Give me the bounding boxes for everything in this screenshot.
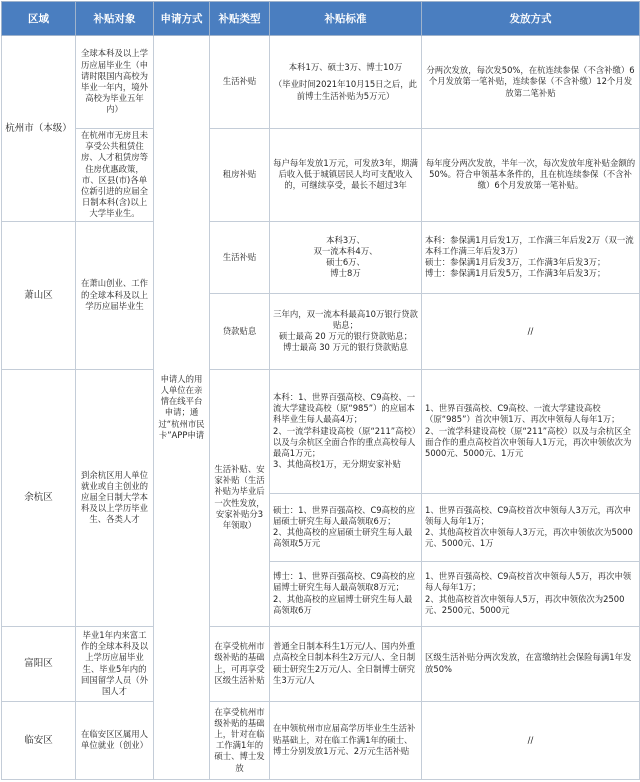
- header-region: 区域: [2, 2, 76, 36]
- region-hangzhou: 杭州市（本级）: [2, 36, 76, 222]
- payment-cell: 每年度分两次发放，半年一次，每次发放年度补贴金额的50%。符合申领基本条件的，且在杭连续参保（不含补缴）6个月发放第一笔补贴。: [422, 129, 640, 222]
- table-row: [2, 221, 640, 293]
- region-xiaoshan: 萧山区: [2, 221, 76, 369]
- standard-cell: 本科：1、世界百强高校、C9高校、一流大学建设高校（原“985”）的应届本科毕业生每人最高4万； 2、一流学科建设高校（原“211”高校）以及与余杭区全面合作的重点高校每人最高1万元； 3、其他高校1万，无分期安家补贴: [270, 369, 422, 493]
- region-fuyang: 富阳区: [2, 626, 76, 701]
- standard-main: 本科1万、硕士3万、博士10万: [288, 62, 403, 73]
- standard-cell: 每户每年发放1万元，可发放3年，期满后收入低于城镇居民人均可支配收入的，可继续享受，最长不超过3年: [270, 129, 422, 222]
- table-row: [2, 36, 640, 129]
- type-cell: 租房补贴: [210, 129, 270, 222]
- type-cell: 在享受杭州市级补贴的基础上，针对在临工作满1年的硕士、博士发放: [210, 701, 270, 779]
- apply-method-cell: 申请人的用人单位在亲情在线平台申请；通过“杭州市民卡”APP申请: [154, 36, 210, 780]
- header-subsidy-type: 补贴类型: [210, 2, 270, 36]
- payment-cell: //: [422, 701, 640, 779]
- standard-note: （毕业时间2021年10月15日之后，此前博士生活补贴为5万元）: [273, 79, 418, 101]
- type-cell: 生活补贴: [210, 221, 270, 293]
- table-row: [2, 626, 640, 701]
- region-linan: 临安区: [2, 701, 76, 779]
- payment-cell: 区级生活补贴分两次发放，在富缴纳社会保险每满1年发放50%: [422, 626, 640, 701]
- target-cell: 在萧山创业、工作的全球本科及以上学历应届毕业生: [76, 221, 154, 369]
- standard-cell: [270, 36, 422, 129]
- header-row: [2, 2, 640, 36]
- target-cell: 在杭州市无房且未享受公共租赁住房、人才租赁房等住房优惠政策，市、区县(市)各单位新引进的应届全日制本科(含)以上大学毕业生。: [76, 129, 154, 222]
- header-payment: 发放方式: [422, 2, 640, 36]
- table-row: [2, 129, 640, 222]
- region-yuhang: 余杭区: [2, 369, 76, 626]
- target-cell: 毕业1年内来富工作的全球本科及以上学历应届毕业生、毕业5年内的回国留学人员（外国人才: [76, 626, 154, 701]
- target-cell: 全球本科及以上学历应届毕业生（申请时限国内高校为毕业一年内，境外高校为毕业五年内）: [76, 36, 154, 129]
- type-cell: 贷款贴息: [210, 293, 270, 369]
- payment-cell: 本科：参保满1月后发1万，工作满三年后发2万（双一流本科工作满三年后发3万） 硕士：参保满1月后发3万，工作满3年后发3万； 博士：参保满1月后发5万，工作满3年后发3万；: [422, 221, 640, 293]
- standard-cell: 三年内，双一流本科最高10万银行贷款贴息； 硕士最高 20 万元的银行贷款贴息； 博士最高 30 万元的银行贷款贴息: [270, 293, 422, 369]
- type-cell: 在享受杭州市级补贴的基础上，可再享受区级生活补贴: [210, 626, 270, 701]
- header-apply-method: 申请方式: [154, 2, 210, 36]
- standard-cell: 硕士：1、世界百强高校、C9高校的应届硕士研究生每人最高领取6万； 2、其他高校的应届硕士研究生每人最高领取5万元: [270, 493, 422, 561]
- payment-cell: 分两次发放，每次发50%，在杭连续参保（不含补缴）6个月发放第一笔补贴，连续参保（不含补缴）12个月发放第二笔补贴: [422, 36, 640, 129]
- payment-cell: //: [422, 293, 640, 369]
- table-row: [2, 369, 640, 493]
- payment-cell: 1、世界百强高校、C9高校首次申领每人5万，再次申领每人每年1万； 2、其他高校首次申领每人5万，再次申领依次为2500元、2500元、5000元: [422, 561, 640, 626]
- target-cell: 在临安区区属用人单位就业（创业）: [76, 701, 154, 779]
- target-cell: 到余杭区用人单位就业或自主创业的应届全日制大学本科及以上学历毕业生、各类人才: [76, 369, 154, 626]
- type-cell: 生活补贴: [210, 36, 270, 129]
- standard-cell: 在申领杭州市应届高学历毕业生生活补贴基础上，对在临工作满1年的硕士、博士分别发放1万元、2万元生活补贴: [270, 701, 422, 779]
- type-cell: 生活补贴、安家补贴（生活补贴为毕业后一次性发放，安家补贴分3年领取）: [210, 369, 270, 626]
- payment-cell: 1、世界百强高校、C9高校、一流大学建设高校（原“985”）首次申领1万、再次申领每人每年1万； 2、一流学科建设高校（原“211”高校）以及与余杭区全面合作的重点高校首次申领每人1万元，再次申领依次为5000元、5000元、1万元: [422, 369, 640, 493]
- payment-cell: 1、世界百强高校、C9高校首次申领每人3万元，再次申领每人每年1万； 2、其他高校首次申领每人3万元，再次申领依次为5000元、5000元、1万: [422, 493, 640, 561]
- standard-cell: 本科3万、 双一流本科4万、 硕士6万、 博士8万: [270, 221, 422, 293]
- header-target: 补贴对象: [76, 2, 154, 36]
- subsidy-table: [1, 1, 640, 780]
- header-standard: 补贴标准: [270, 2, 422, 36]
- standard-cell: 普通全日制本科生1万元/人、国内外重点高校全日制本科生2万元/人、全日制硕士研究生2万元/人、全日制博士研究生3万元/人: [270, 626, 422, 701]
- standard-cell: 博士：1、世界百强高校、C9高校的应届博士研究生每人最高领取8万元； 2、其他高校的应届博士研究生每人最高领取6万: [270, 561, 422, 626]
- table-row: [2, 701, 640, 779]
